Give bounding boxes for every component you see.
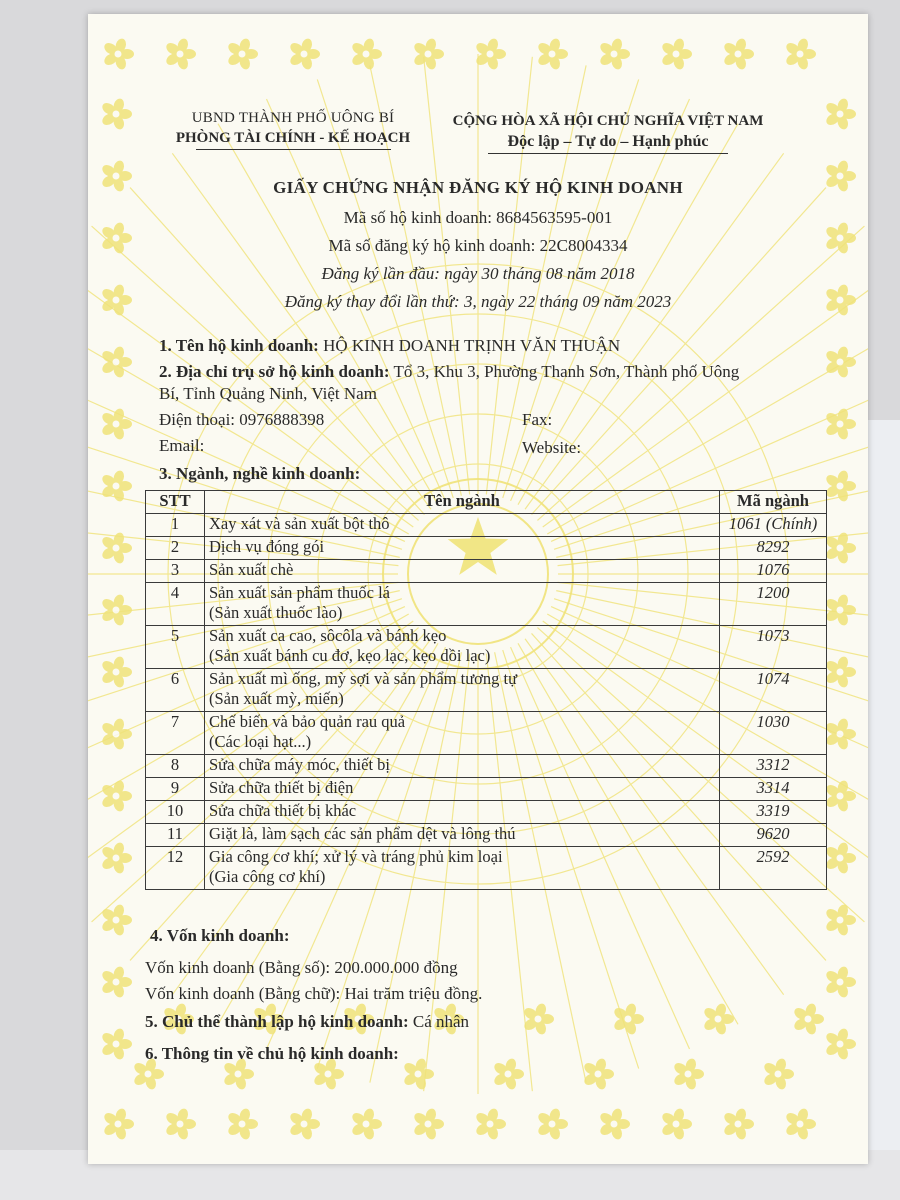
section-3-label: 3. Ngành, nghề kinh doanh: <box>159 464 361 483</box>
business-line-note: (Sản xuất bánh cu đơ, kẹo lạc, kẹo dồi lạc) <box>209 646 491 665</box>
section-address <box>159 362 739 382</box>
header-underline <box>196 149 391 150</box>
section-4-label: 4. Vốn kinh doanh: <box>150 926 290 945</box>
motto-underline <box>488 153 728 154</box>
row-stt: 5 <box>146 626 205 669</box>
national-motto: Độc lập – Tự do – Hạnh phúc <box>507 133 709 150</box>
row-stt: 9 <box>146 778 205 801</box>
row-stt: 4 <box>146 583 205 626</box>
table-row <box>146 824 827 847</box>
table-row <box>146 801 827 824</box>
row-stt: 11 <box>146 824 205 847</box>
issuing-authority-header <box>158 110 428 150</box>
section-5-label: 5. Chủ thể thành lập hộ kinh doanh: <box>145 1012 409 1031</box>
authority-name: UBND THÀNH PHỐ UÔNG BÍ <box>191 110 395 126</box>
row-stt: 2 <box>146 537 205 560</box>
row-industry-code: 1073 <box>720 626 827 669</box>
table-row <box>146 583 827 626</box>
fax-field: Fax: <box>522 410 553 429</box>
founder-type-value: Cá nhân <box>412 1012 470 1031</box>
business-code: Mã số hộ kinh doanh: 8684563595-001 <box>343 208 613 227</box>
table-row <box>146 514 827 537</box>
row-business-line <box>205 712 720 755</box>
section-6-label: 6. Thông tin về chủ hộ kinh doanh: <box>145 1044 399 1063</box>
business-line-name: Xay xát và sản xuất bột thô <box>209 514 390 533</box>
row-industry-code: 1200 <box>720 583 827 626</box>
department-name: PHÒNG TÀI CHÍNH - KẾ HOẠCH <box>175 130 411 146</box>
row-stt: 1 <box>146 514 205 537</box>
table-row <box>146 712 827 755</box>
business-line-name: Sửa chữa thiết bị khác <box>209 801 357 820</box>
row-business-line <box>205 560 720 583</box>
row-business-line <box>205 755 720 778</box>
row-business-line <box>205 583 720 626</box>
business-name-value: HỘ KINH DOANH TRỊNH VĂN THUẬN <box>323 336 621 355</box>
table-row <box>146 626 827 669</box>
business-line-name: Sửa chữa máy móc, thiết bị <box>209 755 391 774</box>
row-industry-code: 1030 <box>720 712 827 755</box>
row-business-line <box>205 847 720 890</box>
section-2-label: 2. Địa chỉ trụ sở hộ kinh doanh: <box>159 362 390 381</box>
column-header-name: Tên ngành <box>205 491 720 514</box>
column-header-stt: STT <box>146 491 205 514</box>
certificate-title: GIẤY CHỨNG NHẬN ĐĂNG KÝ HỘ KINH DOANH <box>273 178 683 197</box>
email-field: Email: <box>159 436 205 455</box>
row-industry-code: 8292 <box>720 537 827 560</box>
business-line-note: (Các loại hạt...) <box>209 732 312 751</box>
table-row <box>146 669 827 712</box>
section-business-name <box>159 336 620 356</box>
row-business-line <box>205 537 720 560</box>
row-stt: 3 <box>146 560 205 583</box>
business-line-name: Sản xuất sản phẩm thuốc lá <box>209 583 391 602</box>
business-line-name: Chế biến và bảo quản rau quả <box>209 712 406 731</box>
section-founder-type <box>145 1012 469 1032</box>
row-industry-code: 1074 <box>720 669 827 712</box>
row-business-line <box>205 778 720 801</box>
column-header-code: Mã ngành <box>720 491 827 514</box>
section-1-label: 1. Tên hộ kinh doanh: <box>159 336 319 355</box>
business-line-name: Sửa chữa thiết bị điện <box>209 778 354 797</box>
table-row <box>146 537 827 560</box>
address-value-line1: Tổ 3, Khu 3, Phường Thanh Sơn, Thành phố Uông <box>393 362 740 381</box>
row-industry-code: 1076 <box>720 560 827 583</box>
business-lines-table <box>145 490 827 890</box>
change-registration-date: Đăng ký thay đổi lần thứ: 3, ngày 22 tháng 09 năm 2023 <box>284 292 672 311</box>
business-line-name: Dịch vụ đóng gói <box>209 537 325 556</box>
business-line-name: Sản xuất ca cao, sôcôla và bánh kẹo <box>209 626 447 645</box>
business-line-note: (Sản xuất thuốc lào) <box>209 603 343 622</box>
table-row <box>146 847 827 890</box>
row-business-line <box>205 669 720 712</box>
row-industry-code: 3319 <box>720 801 827 824</box>
row-industry-code: 3312 <box>720 755 827 778</box>
business-line-note: (Gia công cơ khí) <box>209 867 326 886</box>
national-header <box>448 110 768 154</box>
table-row <box>146 560 827 583</box>
row-business-line <box>205 824 720 847</box>
business-line-name: Sản xuất mì ống, mỳ sợi và sản phẩm tương tự <box>209 669 518 688</box>
capital-number: Vốn kinh doanh (Bằng số): 200.000.000 đồng <box>145 958 458 977</box>
row-industry-code: 1061 (Chính) <box>720 514 827 537</box>
row-industry-code: 2592 <box>720 847 827 890</box>
business-line-name: Sản xuất chè <box>209 560 294 579</box>
row-stt: 6 <box>146 669 205 712</box>
business-line-note: (Sản xuất mỳ, miến) <box>209 689 344 708</box>
business-line-name: Giặt là, làm sạch các sản phẩm dệt và lông thú <box>209 824 516 843</box>
table-row <box>146 755 827 778</box>
row-business-line <box>205 801 720 824</box>
phone-field: Điện thoại: 0976888398 <box>159 410 325 429</box>
row-stt: 10 <box>146 801 205 824</box>
website-field: Website: <box>522 438 582 457</box>
row-business-line <box>205 626 720 669</box>
table-row <box>146 778 827 801</box>
business-line-name: Gia công cơ khí; xử lý và tráng phủ kim loại <box>209 847 503 866</box>
registration-code: Mã số đăng ký hộ kinh doanh: 22C8004334 <box>328 236 628 255</box>
row-business-line <box>205 514 720 537</box>
first-registration-date: Đăng ký lần đầu: ngày 30 tháng 08 năm 2018 <box>321 264 635 283</box>
row-industry-code: 9620 <box>720 824 827 847</box>
row-stt: 8 <box>146 755 205 778</box>
address-value-line2: Bí, Tỉnh Quảng Ninh, Việt Nam <box>159 384 377 403</box>
republic-name: CỘNG HÒA XÃ HỘI CHỦ NGHĨA VIỆT NAM <box>452 113 764 129</box>
row-stt: 7 <box>146 712 205 755</box>
capital-words: Vốn kinh doanh (Bằng chữ): Hai trăm triệu đồng. <box>145 984 483 1003</box>
row-stt: 12 <box>146 847 205 890</box>
row-industry-code: 3314 <box>720 778 827 801</box>
certificate-paper <box>88 14 868 1164</box>
